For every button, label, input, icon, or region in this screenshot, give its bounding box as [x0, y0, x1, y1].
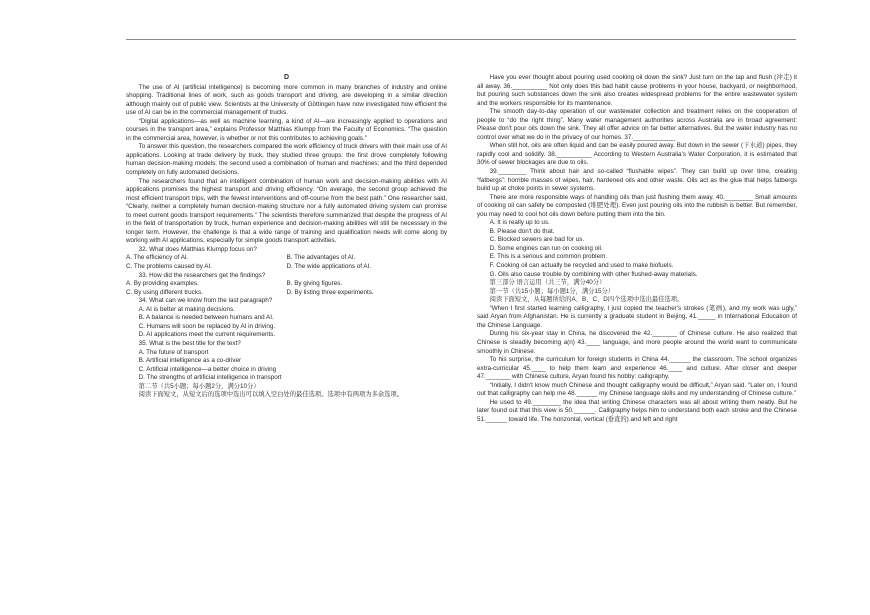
passage-d-paragraph: The use of AI (artificial intelligence) is becoming more common in many branches of industry and online shopping. Traditional lines of work, such as goods transport and driving, are developing in a similar direction although mainly out of public view. Scientists at the University of Göttingen have now investigated how efficient the use of AI can be in the commercial management of trucks.	[126, 83, 447, 117]
question-option: C. The problems caused by AI.	[126, 263, 212, 271]
question-option: A. The efficiency of AI.	[126, 254, 189, 262]
passage-7-option: F. Cooking oil can actually be recycled and used to make biofuels.	[489, 262, 674, 270]
passage-7-option: D. Some engines can run on cooking oil.	[489, 244, 603, 252]
passage-8-paragraph: He used to 49.________ the idea that writing Chinese characters was all about writing them neatly. But he later found out that this view is 50.______. Calligraphy helps him to understand both each stroke and the Chinese 51.______ toward life. The horizontal, vertical (垂直的) and left and right	[477, 398, 797, 423]
part-3-subtitle: 第一节（共15小题；每小题1分，满分15分）	[489, 287, 615, 295]
question-option: D. By listing three experiments.	[286, 288, 374, 296]
passage-7-option: B. Please don't do that.	[489, 227, 555, 235]
right-column	[477, 74, 797, 424]
question-32-options-row	[126, 254, 447, 263]
top-rule	[126, 39, 796, 40]
passage-8-paragraph: To his surprise, the curriculum for foreign students in China 44.______ the classroom. The school organizes extra-curricular 45.____ to help them learn and experience 46.____ and culture. After closer and deeper 47._______ with Chinese culture, Aryan found his hobby: calligraphy.	[477, 356, 797, 381]
passage-8-paragraph: “Initially, I didn't know much Chinese and thought calligraphy would be difficult,” Aryan said. “Later on, I found out that calligraphy can help me 48.______ my Chinese language skills and my understanding of Chinese culture.”	[477, 381, 797, 398]
question-option: B. By giving figures.	[286, 280, 343, 288]
passage-7-paragraph: 39.________ Think about hair and so-called “flushable wipes”. They can build up over time, creating “fatbergs”: horrible masses of wipes, hair, hardened oils and other waste. Oils act as the glue that helps fatbergs build up at choke points in sewer systems.	[477, 168, 797, 193]
question-option: A. The future of transport	[138, 348, 209, 356]
passage-7-paragraph: The smooth day-to-day operation of our wastewater collection and treatment relies on the cooperation of people to “do the right thing”. Many water management authorities across Australia are in broad agreement: Please don't pour oils down the sink. They all offer advice on far better alternatives. But the water industry has no control over what we do in the privacy of our homes. 37.____________	[477, 108, 797, 141]
question-33-stem: 33. How did the researchers get the findings?	[138, 271, 266, 279]
passage-8-paragraph: During his six-year stay in China, he discovered the 42._______ of Chinese culture. He also realized that Chinese is steadily becoming a(n) 43.____ language, and more people around the world want to communicate smoothly in Chinese.	[477, 330, 797, 355]
passage-7-option: C. Blocked sewers are bad for us.	[489, 236, 585, 244]
left-column	[126, 74, 447, 400]
question-option: D. AI applications meet the current requirements.	[138, 331, 276, 339]
part-3-instruction: 阅读下面短文，从每题所给的A、B、C、D四个选项中选出最佳选项。	[489, 296, 684, 304]
passage-7-option: E. This is a serious and common problem.	[489, 253, 608, 261]
passage-7-paragraph: Have you ever thought about pouring used cooking oil down the sink? Just turn on the tap and flush (冲走) it all away. 36.__________ Not only does this bad habit cause problems in your house, backyard, or neighborhood, but pouring such substances down the sink also creates widespread problems for the entire wastewater system and the workers responsible for its maintenance.	[477, 74, 797, 107]
question-32-options-row	[126, 263, 447, 272]
question-option: C. Humans will soon be replaced by AI in driving.	[138, 322, 276, 330]
passage-d-paragraph: “Digital applications—as well as machine learning, a kind of AI—are increasingly applied to operations and courses in the transport area,” explains Professor Matthias Klumpp from the Faculty of Economics. “The question in the commercial area, however, is whether or not this contributes to achieving goals.”	[126, 117, 447, 142]
question-option: B. Artificial intelligence as a co-driver	[138, 357, 242, 365]
passage-d-heading: D	[283, 74, 290, 81]
question-option: C. By using different trucks.	[126, 288, 203, 296]
question-option: B. The advantages of AI.	[286, 254, 356, 262]
question-option: A. By providing examples.	[126, 280, 199, 288]
passage-7-paragraph: There are more responsible ways of handling oils than just flushing them away. 40.________ Small amounts of cooking oil can safely be composted (堆肥处理). Even just pouring oils into the rubbish is better. But remember, you may need to cool hot oils down before putting them into the bin.	[477, 193, 797, 218]
passage-8-paragraph: “When I first started learning calligraphy, I just copied the teacher's strokes (笔画), and my work was ugly,” said Aryan from Afghanistan. He is currently a graduate student in Beijing, 41._____ in International Education of the Chinese Language.	[477, 304, 797, 329]
section-2-title: 第二节（共5小题；每小题2分，满分10分）	[138, 382, 260, 390]
question-32-stem: 32. What does Matthias Klumpp focus on?	[138, 245, 257, 253]
question-33-options-row	[126, 289, 447, 298]
question-option: D. The strengths of artificial intelligence in transport	[138, 374, 282, 382]
question-option: B. A balance is needed between humans and AI.	[138, 314, 274, 322]
question-option: A. AI is better at making decisions.	[138, 305, 235, 313]
passage-d-paragraph: The researchers found that an intelligent combination of human work and decision-making abilities with AI applications promises the highest transport and driving efficiency. “On average, the second group achieved the most efficient transport trips, with the fewest interventions and off-course from the best path.” One researcher said, “Clearly, neither a completely human decision-making structure nor a fully automated driving system can promise to meet current goods transport requirements.” The scientists therefore summarized that despite the progress of AI in the field of transportation by truck, human experience and decision-making abilities will still be necessary in the longer term. However, the challenge is that a wide range of training and qualification needs will come along by working with AI applications, especially for simple goods transport activities.	[126, 177, 447, 245]
section-2-instruction: 阅读下面短文，从短文后的选项中选出可以填入空白处的最佳选项。选项中有两项为多余选项。	[138, 391, 404, 399]
passage-7-option: A. It is really up to us.	[489, 219, 550, 227]
question-33-options-row	[126, 280, 447, 289]
question-option: C. Artificial intelligence—a better choice in driving	[138, 365, 277, 373]
part-3-title: 第三部分 语言运用（共三节，满分40分）	[489, 279, 606, 287]
question-34-stem: 34. What can we know from the last paragraph?	[138, 297, 273, 305]
question-35-stem: 35. What is the best title for the text?	[138, 339, 241, 347]
passage-d-paragraph: To answer this question, the researchers compared the work efficiency of truck drivers with their main use of AI applications. Looking at trade delivery by truck, they studied three groups: the first drove completely following human decision-making models; the second used a combination of human and machines; and the third depended completely on fully automated decisions.	[126, 143, 447, 177]
question-option: D. The wide applications of AI.	[286, 263, 372, 271]
passage-7-paragraph: When still hot, oils are often liquid and can be easily poured away. But down in the sewer (下水道) pipes, they rapidly cool and solidify. 38.__________ According to Western Australia's Water Corporation, it is estimated that 30% of sewer blockages are due to oils.	[477, 142, 797, 167]
passage-7-option: G. Oils also cause trouble by combining with other flushed-away materials.	[489, 270, 698, 278]
